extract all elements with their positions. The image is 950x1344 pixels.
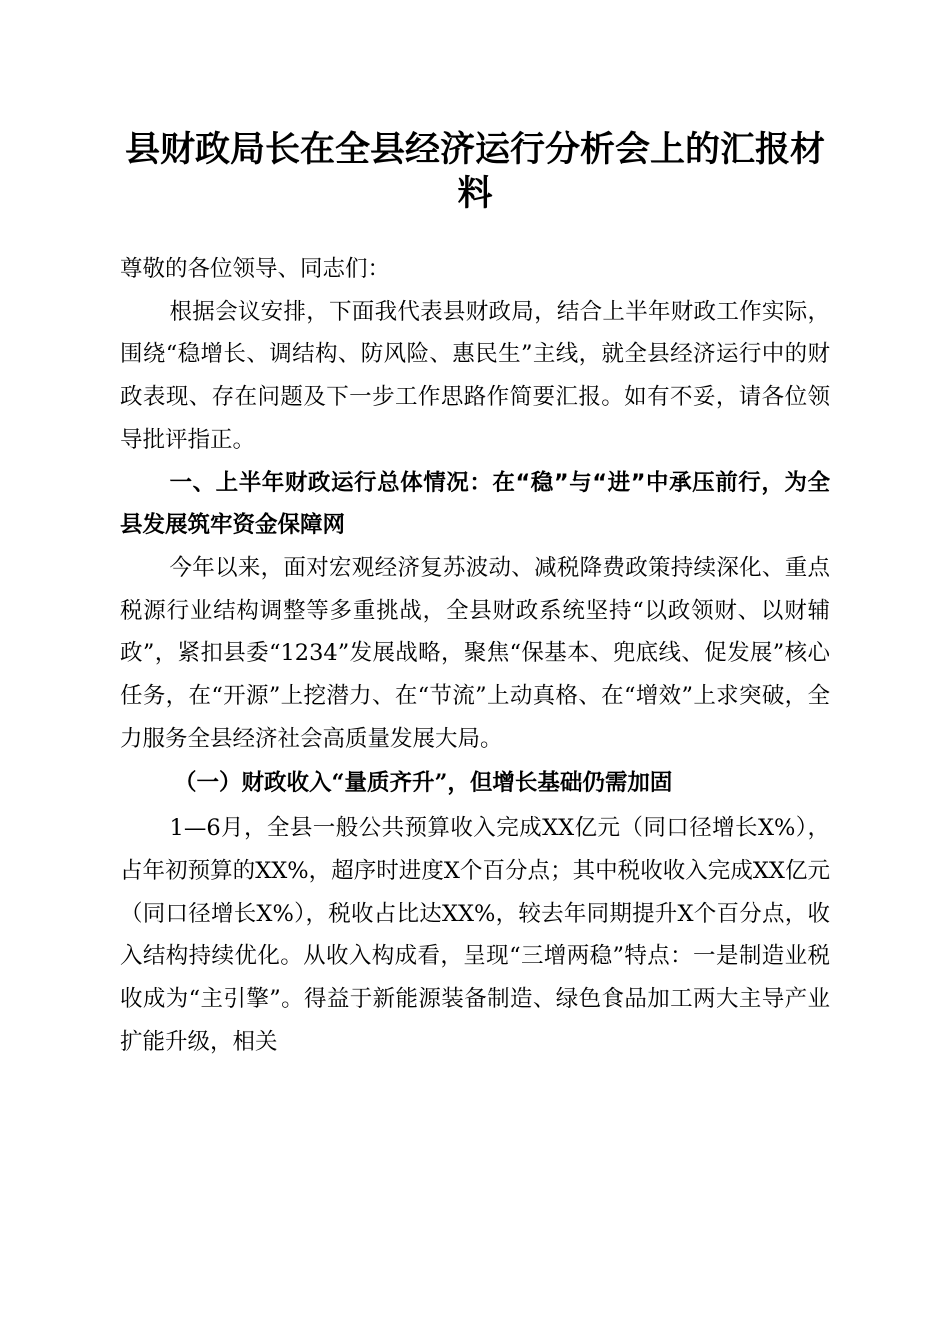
salutation: 尊敬的各位领导、同志们： [120, 256, 391, 282]
subsection-1-paragraph: 1—6月，全县一般公共预算收入完成XX亿元（同口径增长X%），占年初预算的XX%，超序时进度X个百分点；其中税收收入完成XX亿元（同口径增长X%），税收占比达XX%，较去年同期提升X个百分点，收入结构持续优化。从收入构成看，呈现“三增两稳”特点：一是制造业税收成为“主引擎”。得益于新能源装备制造、绿色食品加工两大主导产业扩能升级，相关 [120, 815, 830, 1055]
section-1-paragraph: 今年以来，面对宏观经济复苏波动、减税降费政策持续深化、重点税源行业结构调整等多重挑战，全县财政系统坚持“以政领财、以财辅政”，紧扣县委“1234”发展战略，聚焦“保基本、兜底线、促发展”核心任务，在“开源”上挖潜力、在“节流”上动真格、在“增效”上求突破，全力服务全县经济社会高质量发展大局。 [120, 554, 830, 752]
document-body [120, 248, 830, 1063]
intro-paragraph: 根据会议安排，下面我代表县财政局，结合上半年财政工作实际，围绕“稳增长、调结构、防风险、惠民生”主线，就全县经济运行中的财政表现、存在问题及下一步工作思路作简要汇报。如有不妥，请各位领导批评指正。 [120, 298, 830, 453]
section-heading-1: 一、上半年财政运行总体情况：在“稳”与“进”中承压前行，为全县发展筑牢资金保障网 [120, 469, 830, 539]
subsection-heading-1: （一）财政收入“量质齐升”，但增长基础仍需加固 [174, 770, 673, 797]
document-title: 县财政局长在全县经济运行分析会上的汇报材料 [124, 129, 825, 214]
